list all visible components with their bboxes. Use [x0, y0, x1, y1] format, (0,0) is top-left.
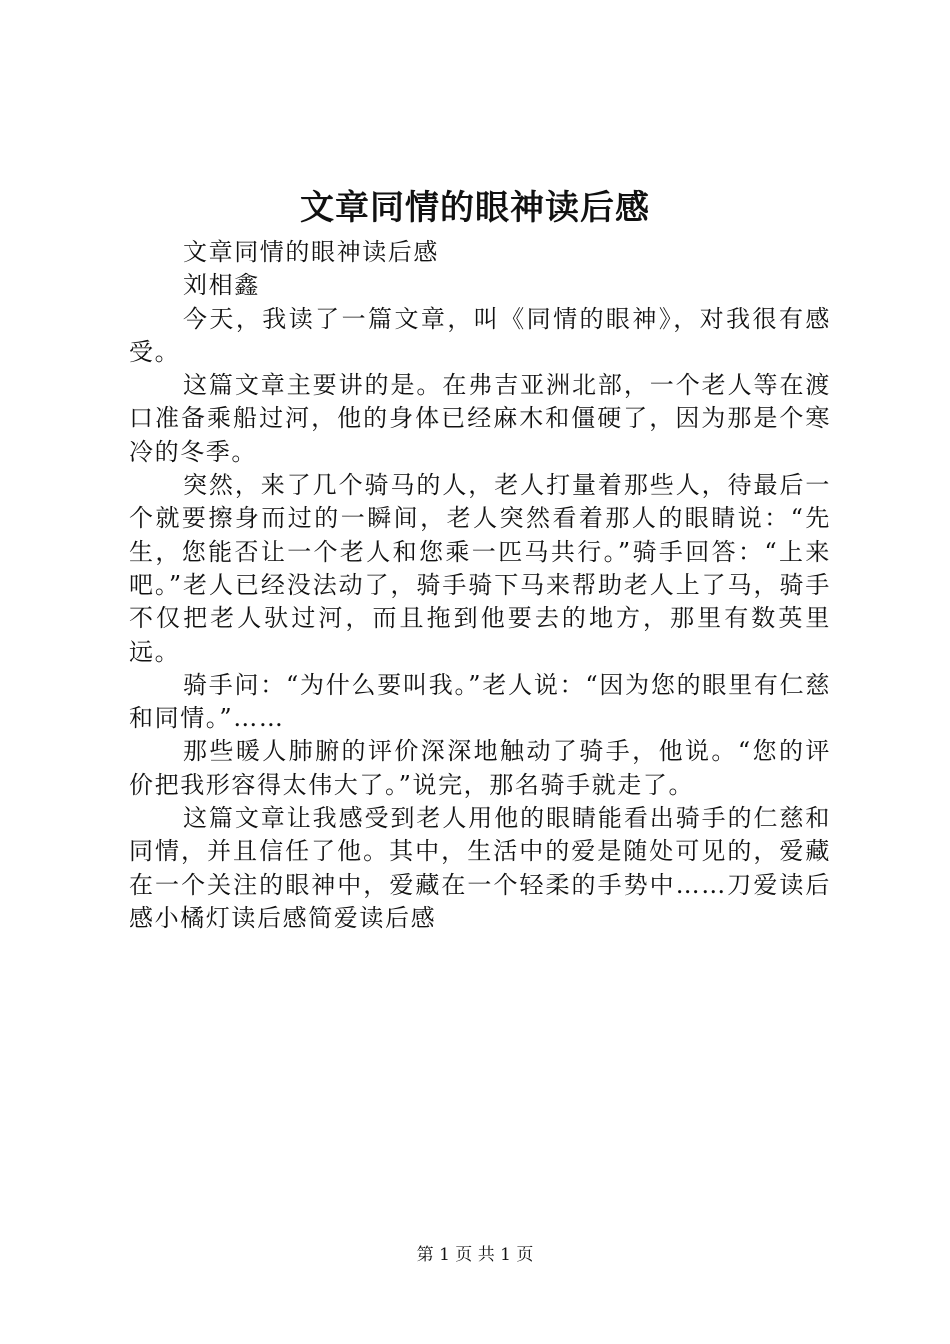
- paragraph-story-setting: 这篇文章主要讲的是。在弗吉亚洲北部，一个老人等在渡口准备乘船过河，他的身体已经麻木和僵硬了，因为那是个寒冷的冬季。: [129, 371, 831, 466]
- paragraph-story-ending: 那些暖人肺腑的评价深深地触动了骑手，他说。“您的评价把我形容得太伟大了。”说完，那名骑手就走了。: [129, 737, 831, 799]
- paragraph-intro: 今天，我读了一篇文章，叫《同情的眼神》，对我很有感受。: [129, 304, 831, 366]
- document-title: 文章同情的眼神读后感: [300, 188, 650, 228]
- document-body: [129, 236, 831, 935]
- paragraph-subtitle: 文章同情的眼神读后感: [183, 238, 439, 266]
- paragraph-author: 刘相鑫: [183, 271, 260, 300]
- paragraph-story-riders: 突然，来了几个骑马的人，老人打量着那些人，待最后一个就要擦身而过的一瞬间，老人突然看着那人的眼睛说：“先生，您能否让一个老人和您乘一匹马共行。”骑手回答：“上来吧。”老人已经没法动了，骑手骑下马来帮助老人上了马，骑手不仅把老人驮过河，而且拖到他要去的地方，那里有数英里远。: [129, 471, 831, 666]
- paragraph-reflection: 这篇文章让我感受到老人用他的眼睛能看出骑手的仁慈和同情，并且信任了他。其中，生活中的爱是随处可见的，爱藏在一个关注的眼神中，爱藏在一个轻柔的手势中……刀爱读后感小橘灯读后感简爱读后感: [129, 804, 831, 932]
- paragraph-story-question: 骑手问：“为什么要叫我。”老人说：“因为您的眼里有仁慈和同情。”……: [129, 670, 831, 733]
- page-footer: 第 1 页 共 1 页: [416, 1245, 534, 1265]
